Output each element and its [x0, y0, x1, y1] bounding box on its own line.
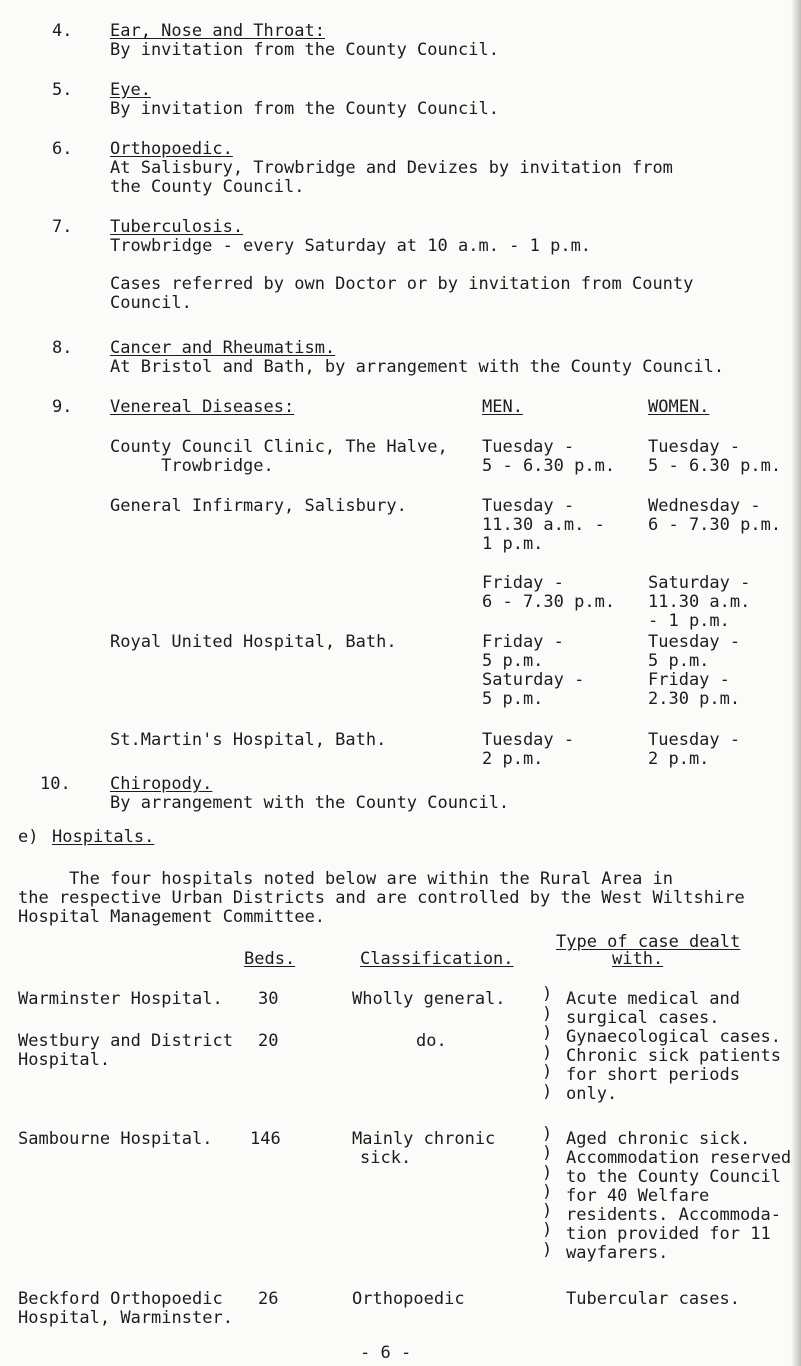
- hospital-3-type-6: tion provided for 11: [566, 1224, 771, 1244]
- vd-row-2-women-2: 6 - 7.30 p.m.: [648, 515, 782, 535]
- vd-row-3-women-2: 11.30 a.m.: [648, 592, 751, 612]
- vd-row-5-men: Tuesday -: [482, 730, 575, 750]
- vd-row-4-place: Royal United Hospital, Bath.: [110, 632, 397, 652]
- hospital-3-type-5: residents. Accommoda-: [566, 1205, 781, 1225]
- vd-row-4-women-2: 5 p.m.: [648, 651, 710, 671]
- header-type-2: with.: [612, 949, 664, 969]
- vd-row-1-place: County Council Clinic, The Halve,: [110, 437, 448, 457]
- vd-row-4-men-4: 5 p.m.: [482, 689, 544, 709]
- header-classification: Classification.: [360, 949, 514, 969]
- item-10-number: 10.: [40, 774, 71, 794]
- hospital-3-type-4: for 40 Welfare: [566, 1186, 710, 1206]
- hospital-3-type-7: wayfarers.: [566, 1243, 669, 1263]
- item-7-line-3: Cases referred by own Doctor or by invitation from County: [110, 274, 694, 294]
- hospitals-intro-2: the respective Urban Districts and are controlled by the West Wiltshire: [18, 888, 745, 908]
- item-9-title: Venereal Diseases:: [110, 397, 295, 417]
- item-4-title: Ear, Nose and Throat:: [110, 21, 325, 41]
- hospital-4-beds: 26: [258, 1289, 279, 1309]
- vd-row-2-women: Wednesday -: [648, 496, 761, 516]
- type-brace-1: ) ) ) ) ) ): [542, 984, 553, 1102]
- item-10-line-1: By arrangement with the County Council.: [110, 793, 510, 813]
- item-4-number: 4.: [52, 21, 73, 41]
- hospital-1-beds: 30: [258, 989, 279, 1009]
- hospital-2-beds: 20: [258, 1031, 279, 1051]
- hospitals-title: Hospitals.: [52, 827, 155, 847]
- hospital-1-type-6: only.: [566, 1084, 618, 1104]
- vd-row-1-men-2: 5 - 6.30 p.m.: [482, 456, 616, 476]
- vd-row-5-women: Tuesday -: [648, 730, 741, 750]
- item-8-title: Cancer and Rheumatism.: [110, 338, 336, 358]
- hospital-3-type-3: to the County Council: [566, 1167, 781, 1187]
- vd-row-4-women-3: Friday -: [648, 670, 730, 690]
- page-edge-shadow: [791, 0, 801, 1366]
- item-5-number: 5.: [52, 80, 73, 100]
- hospital-4-name-2: Hospital, Warminster.: [18, 1308, 233, 1328]
- item-6-title: Orthopoedic.: [110, 139, 233, 159]
- item-8-number: 8.: [52, 338, 73, 358]
- vd-men-header: MEN.: [482, 397, 523, 417]
- hospital-3-type-1: Aged chronic sick.: [566, 1129, 751, 1149]
- item-7-number: 7.: [52, 217, 73, 237]
- header-beds: Beds.: [244, 949, 296, 969]
- item-8-line-1: At Bristol and Bath, by arrangement with the County Council.: [110, 357, 725, 377]
- vd-women-header: WOMEN.: [648, 397, 710, 417]
- hospital-4-type-1: Tubercular cases.: [566, 1289, 740, 1309]
- hospital-3-classification: Mainly chronic: [352, 1129, 496, 1149]
- section-e-label: e): [18, 827, 39, 847]
- item-5-title: Eye.: [110, 80, 151, 100]
- hospital-2-name: Westbury and District: [18, 1031, 233, 1051]
- hospital-4-name: Beckford Orthopoedic: [18, 1289, 223, 1309]
- item-9-number: 9.: [52, 397, 73, 417]
- hospital-2-classification: do.: [416, 1031, 447, 1051]
- item-7-line-1: Trowbridge - every Saturday at 10 a.m. - 1 p.m.: [110, 236, 592, 256]
- vd-row-5-women-2: 2 p.m.: [648, 749, 710, 769]
- page-number: - 6 -: [360, 1343, 412, 1363]
- header-type-1: Type of case dealt: [556, 932, 741, 952]
- hospital-3-type-2: Accommodation reserved: [566, 1148, 792, 1168]
- hospitals-intro-1: The four hospitals noted below are within the Rural Area in: [18, 869, 674, 889]
- type-brace-2: ) ) ) ) ) ) ): [542, 1124, 553, 1260]
- item-4-line-1: By invitation from the County Council.: [110, 40, 499, 60]
- hospital-1-classification: Wholly general.: [352, 989, 506, 1009]
- vd-row-4-women: Tuesday -: [648, 632, 741, 652]
- vd-row-5-place: St.Martin's Hospital, Bath.: [110, 730, 387, 750]
- vd-row-2-place: General Infirmary, Salisbury.: [110, 496, 407, 516]
- hospital-2-name-2: Hospital.: [18, 1050, 111, 1070]
- vd-row-1-men: Tuesday -: [482, 437, 575, 457]
- vd-row-2-men-2: 11.30 a.m. -: [482, 515, 605, 535]
- vd-row-3-men: Friday -: [482, 573, 564, 593]
- item-7-line-4: Council.: [110, 293, 192, 313]
- item-6-line-1: At Salisbury, Trowbridge and Devizes by invitation from: [110, 158, 673, 178]
- hospital-1-type-4: Chronic sick patients: [566, 1046, 781, 1066]
- vd-row-2-men-3: 1 p.m.: [482, 534, 544, 554]
- item-7-title: Tuberculosis.: [110, 217, 244, 237]
- hospital-1-type-1: Acute medical and: [566, 989, 740, 1009]
- vd-row-3-women: Saturday -: [648, 573, 751, 593]
- hospitals-intro-3: Hospital Management Committee.: [18, 907, 326, 927]
- vd-row-5-men-2: 2 p.m.: [482, 749, 544, 769]
- hospital-4-classification: Orthopoedic: [352, 1289, 465, 1309]
- hospital-3-name: Sambourne Hospital.: [18, 1129, 213, 1149]
- vd-row-4-men: Friday -: [482, 632, 564, 652]
- vd-row-1-women-2: 5 - 6.30 p.m.: [648, 456, 782, 476]
- vd-row-1-women: Tuesday -: [648, 437, 741, 457]
- vd-row-3-women-3: - 1 p.m.: [648, 611, 730, 631]
- hospital-1-name: Warminster Hospital.: [18, 989, 223, 1009]
- hospital-1-type-3: Gynaecological cases.: [566, 1027, 781, 1047]
- vd-row-1-place-2: Trowbridge.: [110, 456, 274, 476]
- item-6-line-2: the County Council.: [110, 177, 305, 197]
- vd-row-3-men-2: 6 - 7.30 p.m.: [482, 592, 616, 612]
- item-5-line-1: By invitation from the County Council.: [110, 99, 499, 119]
- hospital-1-type-2: surgical cases.: [566, 1008, 720, 1028]
- hospital-3-beds: 146: [250, 1129, 281, 1149]
- hospital-3-classification-2: sick.: [360, 1148, 412, 1168]
- vd-row-4-men-3: Saturday -: [482, 670, 585, 690]
- hospital-1-type-5: for short periods: [566, 1065, 740, 1085]
- item-10-title: Chiropody.: [110, 774, 213, 794]
- vd-row-4-men-2: 5 p.m.: [482, 651, 544, 671]
- item-6-number: 6.: [52, 139, 73, 159]
- vd-row-4-women-4: 2.30 p.m.: [648, 689, 741, 709]
- vd-row-2-men: Tuesday -: [482, 496, 575, 516]
